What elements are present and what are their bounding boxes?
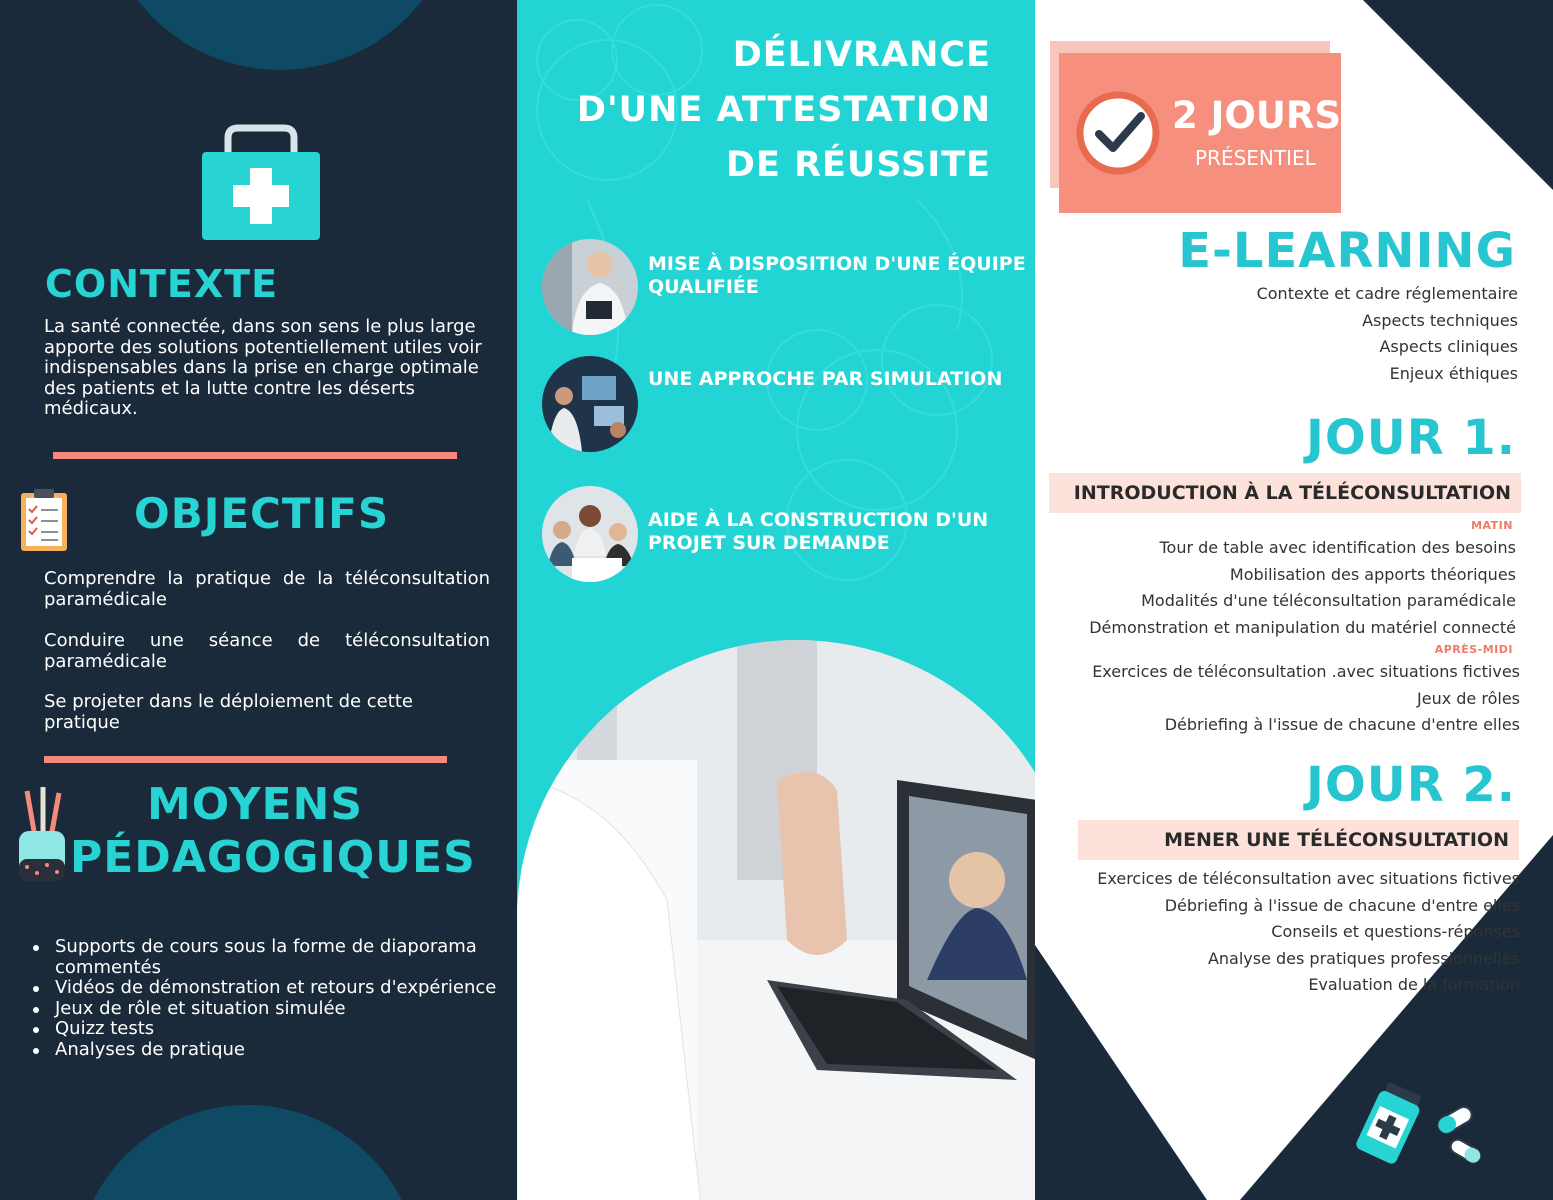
matin-label: MATIN bbox=[1471, 519, 1513, 532]
apres-midi-list bbox=[1092, 659, 1520, 739]
team-photo bbox=[542, 486, 638, 582]
moyens-title bbox=[70, 778, 476, 884]
elearning-title: E-LEARNING bbox=[1178, 223, 1516, 279]
jour1-title: JOUR 1. bbox=[1306, 410, 1516, 466]
list-item: Exercices de téléconsultation avec situations fictives bbox=[1097, 869, 1520, 888]
moyens-list bbox=[32, 937, 512, 1060]
list-item: Quizz tests bbox=[32, 1019, 512, 1040]
list-item: Modalités d'une téléconsultation paramédicale bbox=[1141, 591, 1516, 610]
list-item: Contexte et cadre réglementaire bbox=[1256, 284, 1518, 303]
doctor-photo bbox=[542, 239, 638, 335]
middle-panel bbox=[517, 0, 1035, 1200]
list-item: Aspects cliniques bbox=[1379, 337, 1518, 356]
right-panel bbox=[1035, 0, 1553, 1200]
objectif-item: Se projeter dans le déploiement de cette pratique bbox=[44, 691, 413, 733]
elearning-list bbox=[1257, 281, 1518, 387]
list-item: Tour de table avec identification des besoins bbox=[1159, 538, 1516, 557]
list-item: Aspects techniques bbox=[1362, 310, 1518, 330]
list-item: Débriefing à l'issue de chacune d'entre elles bbox=[1164, 895, 1520, 915]
list-item: Vidéos de démonstration et retours d'expérience bbox=[32, 978, 512, 999]
objectif-item: Comprendre la pratique de la téléconsultation paramédicale bbox=[44, 568, 490, 610]
attestation-line1: DÉLIVRANCE bbox=[732, 35, 991, 75]
left-panel bbox=[0, 0, 517, 1200]
mode-text: PRÉSENTIEL bbox=[1195, 146, 1316, 170]
objectifs-title: OBJECTIFS bbox=[134, 489, 390, 538]
teleconsultation-photo bbox=[517, 640, 1035, 1200]
simulation-photo bbox=[542, 356, 638, 452]
decorative-circle-top bbox=[100, 0, 460, 70]
apres-midi-label: APRÈS-MIDI bbox=[1434, 643, 1513, 656]
feature-text: MISE À DISPOSITION D'UNE ÉQUIPE QUALIFIÉE bbox=[648, 253, 1026, 298]
attestation-line3: DE RÉUSSITE bbox=[725, 145, 991, 185]
list-item: Enjeux éthiques bbox=[1389, 363, 1518, 383]
jour1-subtitle: INTRODUCTION À LA TÉLÉCONSULTATION bbox=[1049, 473, 1521, 513]
list-item: Mobilisation des apports théoriques bbox=[1229, 564, 1516, 584]
decorative-circle-bottom bbox=[75, 1105, 420, 1200]
list-item: Conseils et questions-réponses bbox=[1271, 922, 1520, 941]
list-item: Analyse des pratiques professionnelles bbox=[1207, 948, 1520, 968]
feature-text: AIDE À LA CONSTRUCTION D'UN PROJET SUR DEMANDE bbox=[648, 509, 989, 554]
attestation-line2: D'UNE ATTESTATION bbox=[576, 90, 991, 130]
matin-list bbox=[1089, 535, 1516, 641]
jour2-subtitle: MENER UNE TÉLÉCONSULTATION bbox=[1078, 820, 1519, 860]
contexte-title: CONTEXTE bbox=[45, 262, 279, 306]
divider-2 bbox=[44, 756, 447, 763]
clipboard-icon bbox=[19, 487, 69, 553]
moyens-title-line2: PÉDAGOGIQUES bbox=[70, 832, 476, 883]
duration-text: 2 JOURS bbox=[1172, 94, 1342, 137]
list-item: Démonstration et manipulation du matériel connecté bbox=[1089, 617, 1516, 637]
first-aid-kit-icon bbox=[200, 124, 322, 242]
list-item: Analyses de pratique bbox=[32, 1040, 512, 1061]
attestation-heading bbox=[577, 28, 991, 193]
divider-1 bbox=[53, 452, 457, 459]
list-item: Supports de cours sous la forme de diaporama commentés bbox=[32, 937, 512, 978]
jour2-title: JOUR 2. bbox=[1306, 757, 1516, 813]
list-item: Evaluation de la formation bbox=[1308, 975, 1520, 994]
list-item: Exercices de téléconsultation .avec situations fictives bbox=[1092, 662, 1520, 681]
objectif-item: Conduire une séance de téléconsultation paramédicale bbox=[44, 630, 490, 672]
list-item: Jeux de rôles bbox=[1417, 688, 1520, 708]
moyens-title-line1: MOYENS bbox=[146, 779, 364, 830]
list-item: Débriefing à l'issue de chacune d'entre elles bbox=[1164, 715, 1520, 734]
list-item: Jeux de rôle et situation simulée bbox=[32, 999, 512, 1020]
feature-text: UNE APPROCHE PAR SIMULATION bbox=[648, 368, 1003, 390]
jour2-list bbox=[1097, 866, 1520, 999]
pencil-cup-icon bbox=[15, 785, 71, 887]
clock-check-icon bbox=[1075, 90, 1161, 176]
contexte-text: La santé connectée, dans son sens le plus large apporte des solutions potentiellement utiles voir indispensables dans la prise en charge optimale des patients et la lutte contre les déserts médicaux. bbox=[44, 316, 482, 419]
medicine-pills-icon bbox=[1355, 1080, 1485, 1170]
